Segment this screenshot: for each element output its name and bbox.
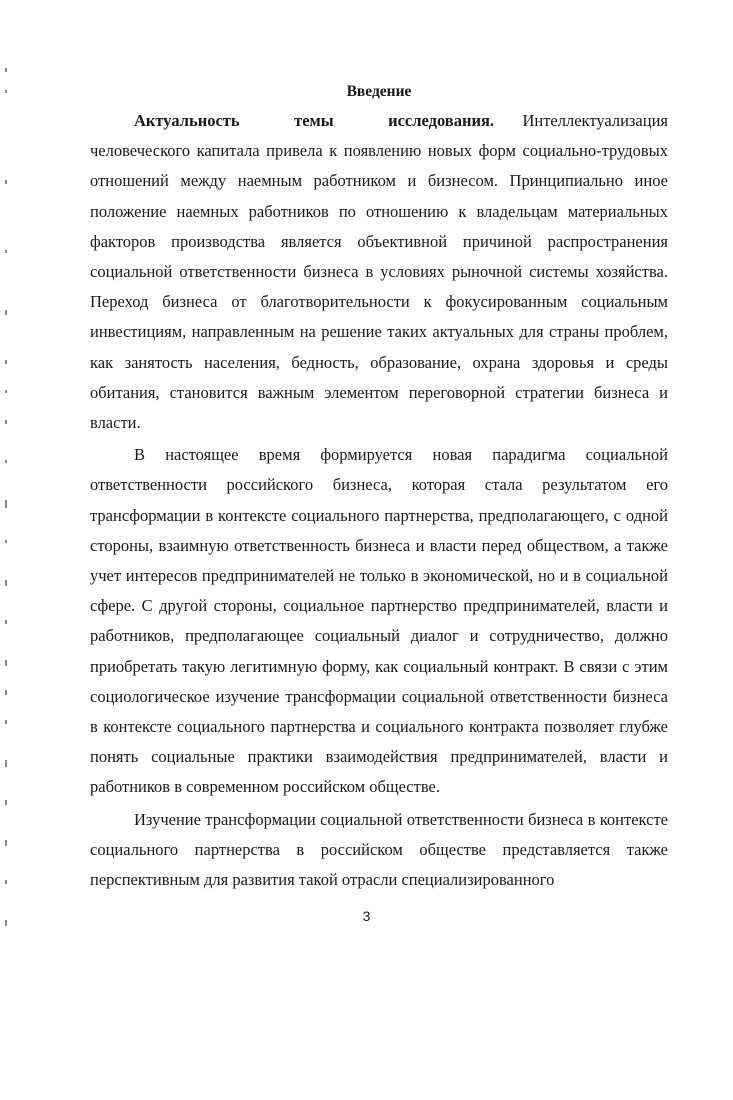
scan-speck [5, 460, 7, 463]
scan-speck [5, 250, 7, 253]
scan-speck [5, 840, 7, 846]
scan-speck [5, 800, 7, 805]
scan-margin-marks [0, 60, 14, 960]
paragraph-text: Интеллектуализация человеческого капитала привела к появлению новых форм социально-трудовых отношений между наемным работником и бизнесом. Принципиально иное положение наемных работников по отношению к владельцам материальных факторов производства является объективной причиной распространения социальной ответственности бизнеса в условиях рыночной системы хозяйства. Переход бизнеса от благотворительности к фокусированным социальным инвестициям, направленным на решение таких актуальных для страны проблем, как занятость населения, бедность, образование, охрана здоровья и среды обитания, становится важным элементом переговорной стратегии бизнеса и власти. [90, 111, 668, 433]
page-number: 3 [362, 908, 371, 924]
paragraph-text: В настоящее время формируется новая парадигма социальной ответственности российского бизнеса, которая стала результатом его трансформации в контексте социального партнерства, предполагающего, с одной стороны, взаимную ответственность бизнеса и власти перед обществом, а также учет интересов предпринимателей не только в экономической, но и в социальной сфере. С другой стороны, социальное партнерство предпринимателей, власти и работников, предполагающее социальный диалог и сотрудничество, должно приобретать такую легитимную форму, как социальный контракт. В связи с этим социологическое изучение трансформации социальной ответственности бизнеса в контексте социального партнерства и социального контракта позволяет глубже понять социальные практики взаимодействия предпринимателей, власти и работников в современном российском обществе. [90, 445, 668, 797]
paragraph-lead: Актуальность темы исследования. [134, 111, 495, 130]
scan-speck [5, 500, 7, 508]
scan-speck [5, 580, 7, 586]
document-body [90, 82, 668, 895]
section-heading: Введение [346, 83, 412, 100]
scan-speck [5, 360, 7, 364]
paragraph-paradigm [90, 440, 668, 802]
scan-speck [5, 180, 7, 184]
scan-speck [5, 90, 7, 93]
scan-speck [5, 310, 7, 315]
scan-speck [5, 540, 7, 543]
scan-speck [5, 390, 7, 393]
paragraph-relevance [90, 106, 668, 438]
scan-speck [5, 690, 7, 695]
scan-speck [5, 720, 7, 724]
scan-speck [5, 760, 7, 767]
scan-speck [5, 420, 7, 424]
paragraph-text: Изучение трансформации социальной ответственности бизнеса в контексте социального партнерства в российском обществе представляется также перспективным для развития такой отрасли специализированного [90, 809, 668, 890]
paragraph-study [90, 805, 668, 896]
scan-speck [5, 660, 7, 666]
scan-speck [5, 880, 7, 884]
scan-speck [5, 68, 7, 72]
scan-speck [5, 620, 7, 624]
